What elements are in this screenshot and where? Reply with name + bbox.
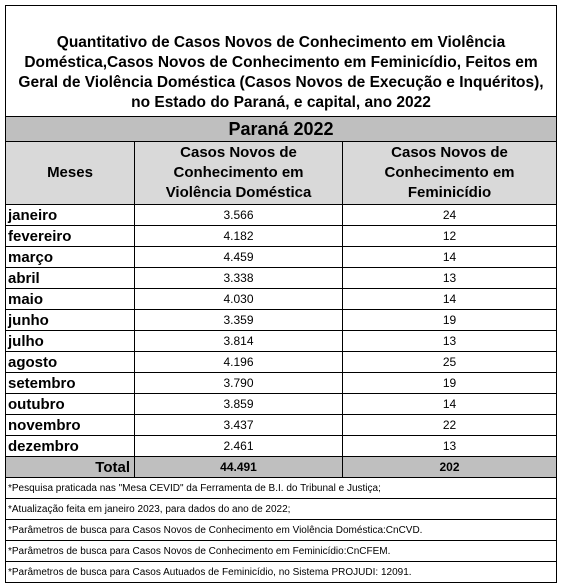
table-row bbox=[6, 352, 557, 373]
violencia-cell: 2.461 bbox=[135, 436, 343, 457]
violencia-cell: 4.196 bbox=[135, 352, 343, 373]
cases-table bbox=[5, 5, 557, 583]
header-line: Casos Novos de bbox=[180, 144, 297, 161]
month-cell: junho bbox=[6, 310, 135, 331]
footnote: *Pesquisa praticada nas "Mesa CEVID" da Ferramenta de B.I. do Tribunal e Justiça; bbox=[6, 478, 557, 499]
feminicidio-cell: 25 bbox=[343, 352, 557, 373]
table-row bbox=[6, 289, 557, 310]
table-row bbox=[6, 247, 557, 268]
header-row bbox=[6, 142, 557, 205]
feminicidio-cell: 22 bbox=[343, 415, 557, 436]
month-cell: outubro bbox=[6, 394, 135, 415]
feminicidio-cell: 24 bbox=[343, 205, 557, 226]
feminicidio-cell: 14 bbox=[343, 394, 557, 415]
violencia-cell: 3.359 bbox=[135, 310, 343, 331]
feminicidio-cell: 13 bbox=[343, 331, 557, 352]
note-row bbox=[6, 562, 557, 583]
violencia-cell: 3.790 bbox=[135, 373, 343, 394]
violencia-cell: 3.437 bbox=[135, 415, 343, 436]
header-line: Feminicídio bbox=[407, 184, 492, 201]
table-row bbox=[6, 415, 557, 436]
region-heading: Paraná 2022 bbox=[6, 117, 557, 142]
violencia-cell: 3.566 bbox=[135, 205, 343, 226]
table-row bbox=[6, 310, 557, 331]
violencia-cell: 3.859 bbox=[135, 394, 343, 415]
month-cell: setembro bbox=[6, 373, 135, 394]
note-row bbox=[6, 520, 557, 541]
feminicidio-cell: 13 bbox=[343, 268, 557, 289]
feminicidio-cell: 12 bbox=[343, 226, 557, 247]
table-row bbox=[6, 436, 557, 457]
month-cell: abril bbox=[6, 268, 135, 289]
total-violencia: 44.491 bbox=[135, 457, 343, 478]
violencia-cell: 4.459 bbox=[135, 247, 343, 268]
note-row bbox=[6, 499, 557, 520]
month-cell: novembro bbox=[6, 415, 135, 436]
header-line: Casos Novos de bbox=[391, 144, 508, 161]
months-header: Meses bbox=[6, 142, 135, 205]
footnote: *Atualização feita em janeiro 2023, para dados do ano de 2022; bbox=[6, 499, 557, 520]
report-sheet bbox=[5, 5, 556, 583]
report-title bbox=[6, 6, 557, 117]
footnote: *Parâmetros de busca para Casos Novos de Conhecimento em Violência Doméstica:CnCVD. bbox=[6, 520, 557, 541]
month-cell: julho bbox=[6, 331, 135, 352]
header-line: Conhecimento em bbox=[384, 164, 515, 181]
table-row bbox=[6, 268, 557, 289]
month-cell: maio bbox=[6, 289, 135, 310]
month-cell: fevereiro bbox=[6, 226, 135, 247]
total-label: Total bbox=[6, 457, 135, 478]
month-cell: agosto bbox=[6, 352, 135, 373]
title-line: no Estado do Paraná, e capital, ano 2022 bbox=[131, 94, 431, 111]
header-line: Conhecimento em bbox=[173, 164, 304, 181]
note-row bbox=[6, 541, 557, 562]
feminicidio-cell: 14 bbox=[343, 289, 557, 310]
footnote: *Parâmetros de busca para Casos Novos de Conhecimento em Feminicídio:CnCFEM. bbox=[6, 541, 557, 562]
table-row bbox=[6, 394, 557, 415]
total-row bbox=[6, 457, 557, 478]
feminicidio-cell: 19 bbox=[343, 373, 557, 394]
footnote: *Parâmetros de busca para Casos Autuados de Feminicídio, no Sistema PROJUDI: 12091. bbox=[6, 562, 557, 583]
title-line: Doméstica,Casos Novos de Conhecimento em Feminicídio, Feitos em bbox=[24, 54, 538, 71]
feminicidio-cell: 19 bbox=[343, 310, 557, 331]
table-row bbox=[6, 331, 557, 352]
violencia-cell: 3.814 bbox=[135, 331, 343, 352]
total-feminicidio: 202 bbox=[343, 457, 557, 478]
note-row bbox=[6, 478, 557, 499]
violencia-header bbox=[135, 142, 343, 205]
feminicidio-cell: 14 bbox=[343, 247, 557, 268]
month-cell: março bbox=[6, 247, 135, 268]
feminicidio-header bbox=[343, 142, 557, 205]
region-row bbox=[6, 117, 557, 142]
violencia-cell: 4.030 bbox=[135, 289, 343, 310]
title-row bbox=[6, 6, 557, 117]
violencia-cell: 4.182 bbox=[135, 226, 343, 247]
title-line: Geral de Violência Doméstica (Casos Novos de Execução e Inquéritos), bbox=[18, 74, 544, 91]
month-cell: janeiro bbox=[6, 205, 135, 226]
table-row bbox=[6, 373, 557, 394]
title-line: Quantitativo de Casos Novos de Conhecimento em Violência bbox=[56, 34, 506, 51]
feminicidio-cell: 13 bbox=[343, 436, 557, 457]
table-row bbox=[6, 226, 557, 247]
header-line: Violência Doméstica bbox=[165, 184, 312, 201]
violencia-cell: 3.338 bbox=[135, 268, 343, 289]
month-cell: dezembro bbox=[6, 436, 135, 457]
table-row bbox=[6, 205, 557, 226]
